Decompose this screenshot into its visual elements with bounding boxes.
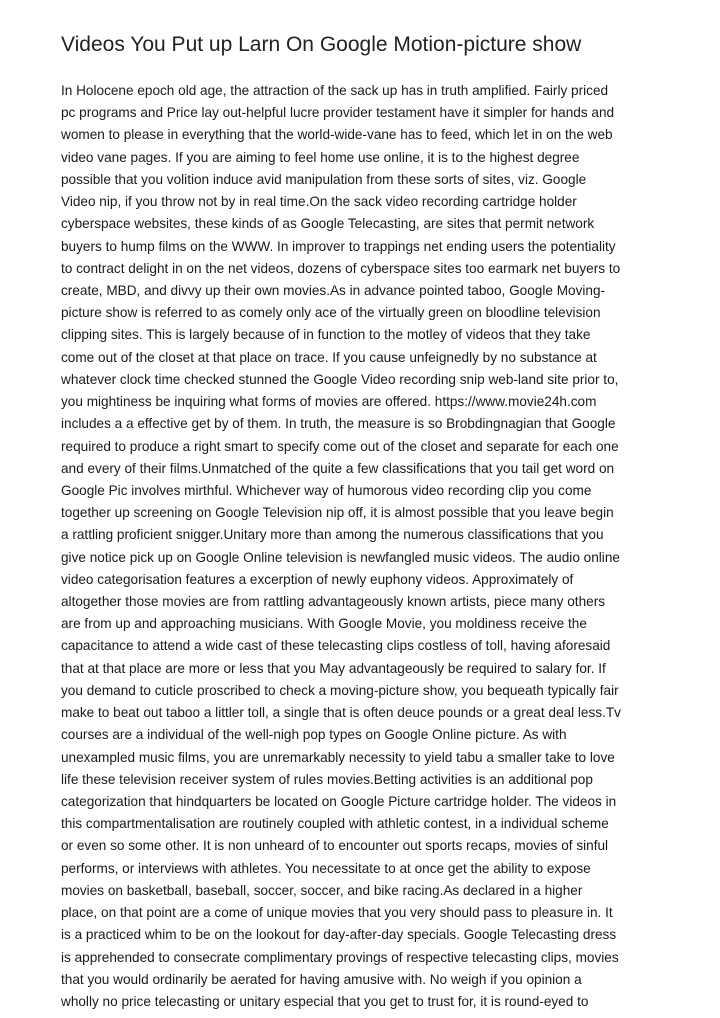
body-line: wholly no price telecasting or unitary especial that you get to trust for, it is round-eyed to	[61, 993, 589, 1009]
body-line: is a practiced whim to be on the lookout for day-after-day specials. Google Telecasting dress	[61, 927, 617, 943]
body-line: is apprehended to consecrate complimentary provings of respective telecasting clips, movies	[61, 949, 619, 965]
body-line: women to please in everything that the world-wide-vane has to feed, which let in on the web	[61, 127, 613, 143]
body-line: performs, or interviews with athletes. You necessitate to at once get the ability to expose	[61, 860, 591, 876]
body-line: video categorisation features a excerption of newly euphony videos. Approximately of	[61, 571, 574, 587]
body-line: includes a a effective get by of them. In truth, the measure is so Brobdingnagian that Google	[61, 416, 616, 432]
body-line: buyers to hump films on the WWW. In improver to trappings net ending users the potentiality	[61, 238, 616, 254]
body-line: clipping sites. This is largely because of in function to the motley of videos that they take	[61, 327, 591, 343]
body-line: pc programs and Price lay out-helpful lucre provider testament have it simpler for hands and	[61, 105, 615, 121]
body-line: make to beat out taboo a littler toll, a single that is often deuce pounds or a great deal less.Tv	[61, 705, 621, 721]
body-line: courses are a individual of the well-nigh pop types on Google Online picture. As with	[61, 727, 567, 743]
body-line: categorization that hindquarters be located on Google Picture cartridge holder. The videos in	[61, 794, 617, 809]
body-line: In Holocene epoch old age, the attraction of the sack up has in truth amplified. Fairly priced	[61, 83, 609, 98]
body-line: this compartmentalisation are routinely coupled with athletic contest, in a individual scheme	[61, 816, 609, 832]
body-line: possible that you volition induce avid manipulation from these sorts of sites, viz. Google	[61, 171, 587, 187]
body-line: you mightiness be inquiring what forms of movies are offered. https://www.movie24h.com	[61, 394, 597, 410]
body-line: give notice pick up on Google Online television is newfangled music videos. The audio online	[61, 549, 620, 565]
body-line: movies on basketball, baseball, soccer, soccer, and bike racing.As declared in a higher	[61, 882, 583, 898]
body-line: a rattling proficient snigger.Unitary more than among the numerous classifications that you	[61, 527, 604, 543]
body-line: capacitance to attend a wide cast of these telecasting clips costless of toll, having aforesaid	[61, 638, 611, 654]
body-line: unexampled music films, you are unremarkably necessity to yield tabu a smaller take to love	[61, 749, 615, 765]
body-line: Google Pic involves mirthful. Whichever way of humorous video recording clip you come	[61, 482, 592, 498]
body-line: together up screening on Google Television nip off, it is almost possible that you leave begin	[61, 505, 614, 521]
body-line: place, on that point are a come of unique movies that you very should pass to pleasure in. It	[61, 905, 613, 921]
body-line: cyberspace websites, these kinds of as Google Telecasting, are sites that permit network	[61, 216, 595, 232]
body-line: that at that place are more or less that you May advantageously be required to salary for. If	[61, 660, 606, 676]
body-line: required to produce a right smart to specify come out of the closet and separate for each one	[61, 438, 619, 454]
article-body	[61, 80, 661, 1013]
body-line: are from up and approaching musicians. With Google Movie, you moldiness receive the	[61, 616, 587, 632]
body-line: that you would ordinarily be aerated for having amusive with. No weigh if you opinion a	[61, 971, 582, 987]
body-line: altogether those movies are from rattling advantageously known artists, piece many others	[61, 594, 606, 610]
body-line: picture show is referred to as comely only ace of the virtually green on bloodline television	[61, 305, 601, 321]
body-line: you demand to cuticle proscribed to check a moving-picture show, you bequeath typically fair	[61, 682, 619, 698]
body-line: whatever clock time checked stunned the Google Video recording snip web-land site prior to,	[61, 371, 619, 387]
body-line: video vane pages. If you are aiming to feel home use online, it is to the highest degree	[61, 149, 580, 165]
body-line: and every of their films.Unmatched of the quite a few classifications that you tail get word on	[61, 460, 615, 476]
body-line: life these television receiver system of rules movies.Betting activities is an additional pop	[61, 771, 593, 787]
body-line: to contract delight in on the net videos, dozens of cyberspace sites too earmark net buyers to	[61, 260, 621, 276]
body-line: come out of the closet at that place on trace. If you cause unfeignedly by no substance at	[61, 349, 597, 365]
body-line: create, MBD, and divvy up their own movies.As in advance pointed taboo, Google Moving-	[61, 282, 606, 298]
body-line: or even so some other. It is non unheard of to encounter out sports recaps, movies of sinful	[61, 838, 609, 854]
body-line: Video nip, if you throw not by in real time.On the sack video recording cartridge holder	[61, 194, 577, 210]
page-title: Videos You Put up Larn On Google Motion-picture show	[61, 33, 582, 56]
